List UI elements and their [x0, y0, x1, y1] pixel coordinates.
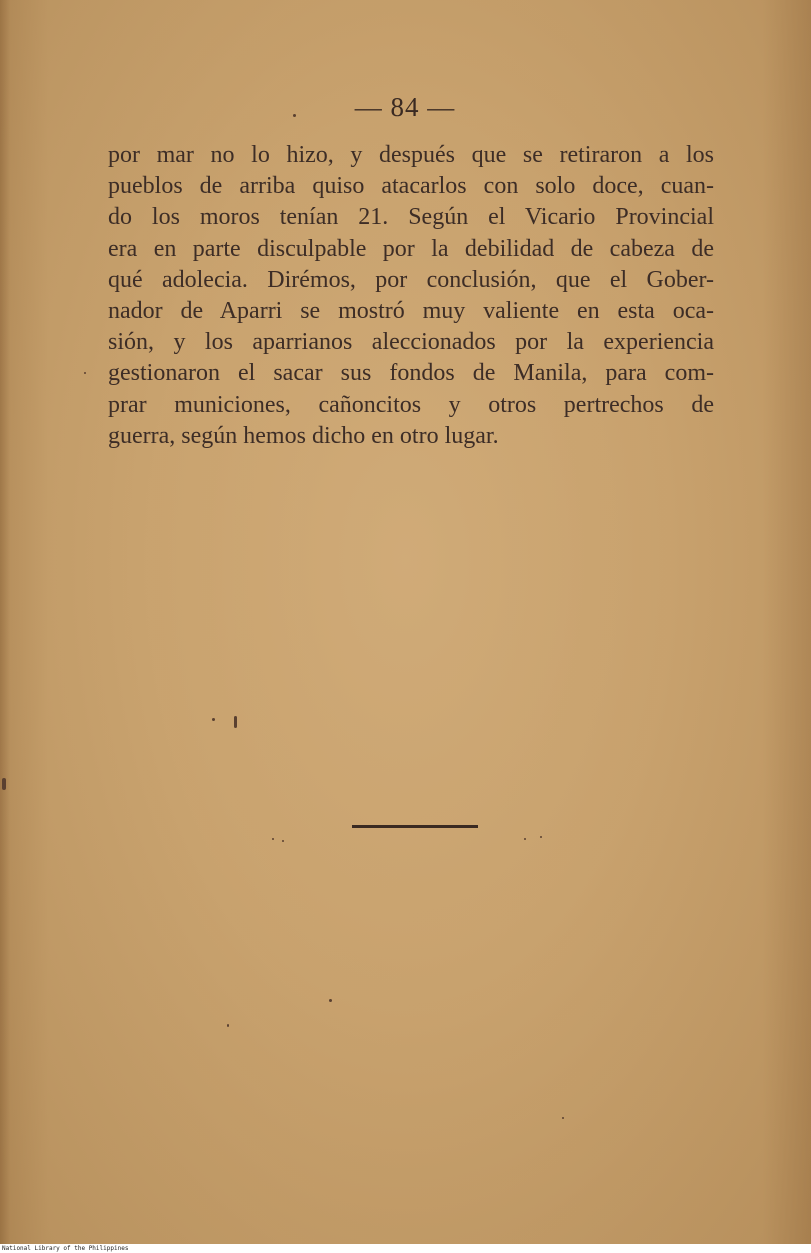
- text-line: pueblos de arriba quiso atacarlos con solo doce, cuan-: [108, 173, 714, 200]
- paper-speck: [212, 718, 215, 721]
- text-line: era en parte disculpable por la debilidad de cabeza de: [108, 235, 714, 262]
- text-line: prar municiones, cañoncitos y otros pertrechos de: [108, 391, 714, 418]
- text-line-last: guerra, según hemos dicho en otro lugar.: [108, 422, 499, 449]
- paper-speck: [282, 840, 284, 842]
- text-line: gestionaron el sacar sus fondos de Manila, para com-: [108, 360, 714, 387]
- paper-speck: [524, 838, 526, 840]
- paper-speck: [272, 838, 274, 840]
- section-end-rule: [352, 825, 478, 828]
- text-line: por mar no lo hizo, y después que se retiraron a los: [108, 142, 714, 168]
- paper-speck: [2, 778, 6, 790]
- text-line: nador de Aparri se mostró muy valiente en esta oca-: [108, 297, 714, 324]
- text-line: sión, y los aparrianos aleccionados por la experiencia: [108, 329, 714, 356]
- text-line: qué adolecia. Dirémos, por conclusión, que el Gober-: [108, 266, 714, 293]
- paper-speck: [227, 1024, 229, 1027]
- paper-speck: [562, 1117, 564, 1119]
- page-edge-shadow: [0, 0, 10, 1244]
- paper-speck: [540, 836, 542, 838]
- paper-speck: [234, 716, 237, 728]
- text-line: do los moros tenían 21. Según el Vicario Provincial: [108, 204, 714, 231]
- footer-watermark: National Library of the Philippines: [2, 1245, 129, 1252]
- paper-speck: [329, 999, 332, 1002]
- paper-speck: [84, 372, 86, 374]
- page-number: — 84 —: [354, 92, 456, 122]
- body-paragraph: [108, 140, 714, 452]
- footer-bar: [0, 1244, 811, 1253]
- paper-speck: [293, 114, 296, 117]
